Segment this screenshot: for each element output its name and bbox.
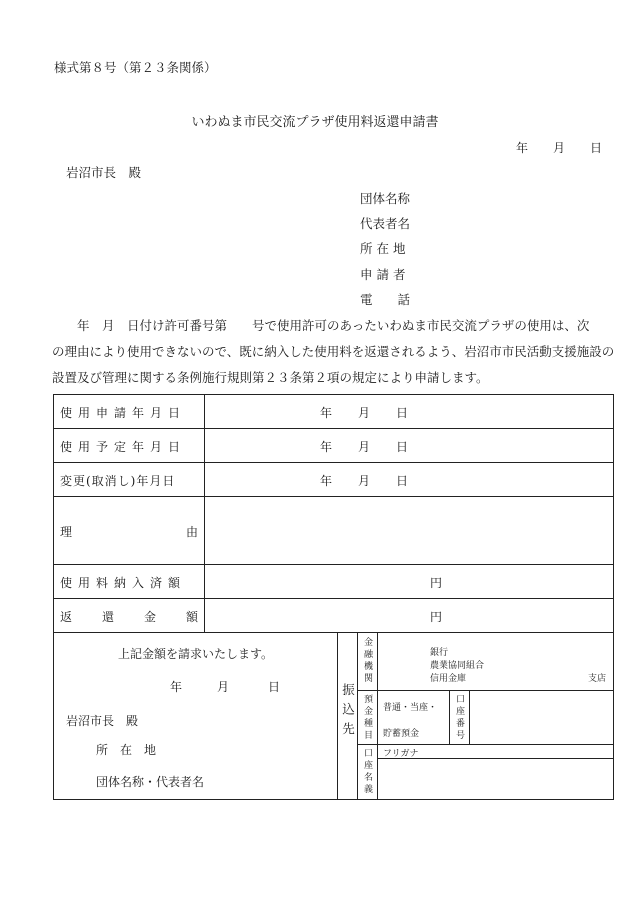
row-change-date-month: 月 bbox=[358, 474, 371, 488]
body-line-3: 設置及び管理に関する条例施行規則第２３条第２項の規定により申請します。 bbox=[52, 370, 489, 385]
phone-label: 電 話 bbox=[360, 292, 411, 307]
paid-amount-unit: 円 bbox=[430, 576, 443, 590]
account-type-label: 預金種目 bbox=[362, 694, 372, 742]
applicant-label: 申 請 者 bbox=[360, 267, 406, 282]
row-change-date-day: 日 bbox=[396, 474, 409, 488]
row-scheduled-date-month: 月 bbox=[358, 440, 371, 454]
body-paragraph bbox=[52, 313, 615, 391]
page-title: いわぬま市民交流プラザ使用料返還申請書 bbox=[191, 115, 439, 130]
claim-date-day: 日 bbox=[268, 680, 281, 694]
institution-label: 金融機関 bbox=[362, 637, 372, 685]
claim-date-year: 年 bbox=[170, 680, 183, 694]
reason-label-right: 由 bbox=[186, 525, 199, 539]
row-change-date-year: 年 bbox=[320, 474, 333, 488]
claim-address-label: 所 在 地 bbox=[96, 743, 157, 757]
row-scheduled-date-label: 使用予定年月日 bbox=[60, 440, 187, 454]
row-application-date-month: 月 bbox=[358, 406, 371, 420]
bank-type-agri-coop: 農業協同組合 bbox=[430, 661, 485, 671]
representative-label: 代表者名 bbox=[360, 216, 411, 231]
refund-amount-label: 返還金額 bbox=[60, 610, 229, 624]
reason-label-left: 理 bbox=[60, 525, 73, 539]
row-application-date-day: 日 bbox=[396, 406, 409, 420]
claim-addressee: 岩沼市長 殿 bbox=[66, 714, 139, 728]
refund-amount-unit: 円 bbox=[430, 610, 443, 624]
header-date-year: 年 bbox=[516, 141, 529, 155]
row-scheduled-date-day: 日 bbox=[396, 440, 409, 454]
account-number-label: 口座番号 bbox=[454, 694, 464, 742]
bank-type-bank: 銀行 bbox=[430, 648, 449, 658]
paid-amount-label: 使用料納入済額 bbox=[60, 576, 187, 590]
row-scheduled-date-year: 年 bbox=[320, 440, 333, 454]
row-application-date-year: 年 bbox=[320, 406, 333, 420]
branch-label: 支店 bbox=[588, 674, 607, 684]
addressee: 岩沼市長 殿 bbox=[66, 165, 142, 180]
claim-statement: 上記金額を請求いたします。 bbox=[118, 647, 274, 661]
account-types-line1: 普通・当座・ bbox=[383, 703, 438, 713]
account-name-label: 口座名義 bbox=[362, 748, 372, 796]
group-name-label: 団体名称 bbox=[360, 191, 411, 206]
claim-name-label: 団体名称・代表者名 bbox=[96, 775, 205, 789]
address-label: 所 在 地 bbox=[360, 241, 406, 256]
transfer-label: 振込先 bbox=[340, 683, 356, 742]
header-date-month: 月 bbox=[553, 141, 566, 155]
form-number: 様式第８号（第２３条関係） bbox=[54, 60, 217, 75]
bank-type-credit-union: 信用金庫 bbox=[430, 674, 467, 684]
body-line-1: 年 月 日付け許可番号第 号で使用許可のあったいわぬま市民交流プラザの使用は、次 bbox=[52, 318, 590, 333]
claim-date-month: 月 bbox=[217, 680, 230, 694]
row-change-date-label: 変更(取消し)年月日 bbox=[60, 474, 176, 488]
body-line-2: の理由により使用できないので、既に納入した使用料を返還されるよう、岩沼市市民活動支援施設の bbox=[52, 344, 615, 359]
account-types-line2: 貯蓄預金 bbox=[383, 729, 420, 739]
row-application-date-label: 使用申請年月日 bbox=[60, 406, 187, 420]
header-date-day: 日 bbox=[590, 141, 603, 155]
furigana-label: フリガナ bbox=[383, 749, 419, 759]
